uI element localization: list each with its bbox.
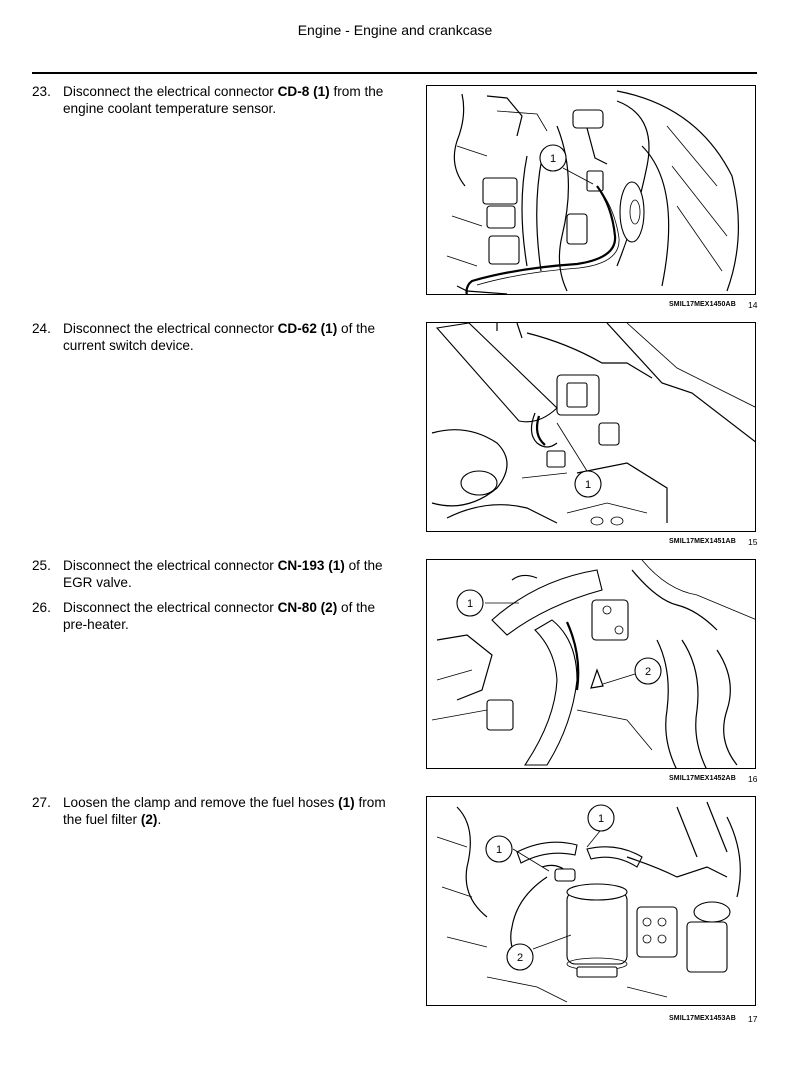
step-number: 24. <box>32 321 51 336</box>
figure-number: 15 <box>748 537 758 547</box>
figure-15-current-switch <box>426 322 756 532</box>
step-text: Disconnect the electrical connector CD-62 (1) of the current switch device. <box>63 321 376 353</box>
figure-code: SMIL17MEX1453AB <box>669 1015 736 1022</box>
figure-number: 16 <box>748 774 758 784</box>
figure-17-fuel-filter <box>426 796 756 1006</box>
figure-16-egr-valve-preheater <box>426 559 756 769</box>
figure-number: 17 <box>748 1014 758 1024</box>
callout-number: 1 <box>597 813 605 825</box>
header-divider <box>32 72 757 74</box>
callout-number: 1 <box>466 598 474 610</box>
line-drawing-egr-preheater <box>427 560 756 769</box>
callout-number: 1 <box>549 153 557 165</box>
callout-number: 1 <box>495 844 503 856</box>
step-number: 26. <box>32 600 51 615</box>
step-text: Disconnect the electrical connector CN-80 (2) of the pre-heater. <box>63 600 376 632</box>
line-drawing-fuel-filter <box>427 797 756 1006</box>
callout-number: 2 <box>516 952 524 964</box>
figure-code: SMIL17MEX1450AB <box>669 301 736 308</box>
figure-code: SMIL17MEX1452AB <box>669 775 736 782</box>
step-text: Loosen the clamp and remove the fuel hoses (1) from the fuel filter (2). <box>63 795 386 827</box>
callout-number: 1 <box>584 479 592 491</box>
figure-code: SMIL17MEX1451AB <box>669 538 736 545</box>
step-text: Disconnect the electrical connector CD-8 (1) from the engine coolant temperature sensor. <box>63 84 384 116</box>
step-number: 23. <box>32 84 51 99</box>
line-drawing-current-switch <box>427 323 756 532</box>
page-header-title: Engine - Engine and crankcase <box>297 22 493 38</box>
step-number: 27. <box>32 795 51 810</box>
step-text: Disconnect the electrical connector CN-193 (1) of the EGR valve. <box>63 558 383 590</box>
line-drawing-coolant-sensor <box>427 86 756 295</box>
figure-number: 14 <box>748 300 758 310</box>
figure-14-engine-coolant-sensor <box>426 85 756 295</box>
callout-number: 2 <box>644 666 652 678</box>
step-number: 25. <box>32 558 51 573</box>
